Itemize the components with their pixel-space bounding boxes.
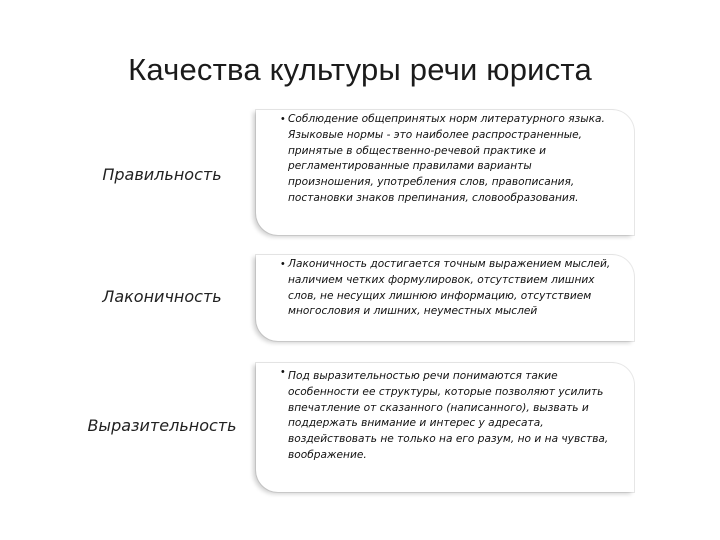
bullet-icon: • [281,258,285,270]
quality-card-conciseness [256,255,634,341]
quality-card-expressiveness [256,363,634,492]
quality-label-expressiveness: Выразительность [87,416,237,435]
bullet-icon: • [281,366,285,378]
quality-card-correctness [256,110,634,235]
quality-label-conciseness: Лаконичность [102,287,222,306]
quality-label-correctness: Правильность [102,165,222,184]
quality-description-correctness: Соблюдение общепринятых норм литературного языка. Языковые нормы - это наиболее распространенные, принятые в общественно-речевой практике и регламентированные правилами варианты произношения, употребления слов, правописания, постановки знаков препинания, словообразования. [288,113,605,204]
quality-description-expressiveness: Под выразительностью речи понимаются такие особенности ее структуры, которые позволяют усилить впечатление от сказанного (написанного), вызвать и поддержать внимание и интерес у адресата, воздействовать не только на его разум, но и на чувства, воображение. [288,370,609,461]
bullet-icon: • [281,113,285,125]
page-title: Качества культуры речи юриста [128,52,592,87]
quality-description-conciseness: Лаконичность достигается точным выражением мыслей, наличием четких формулировок, отсутствием лишних слов, не несущих лишнюю информацию, отсутствием многословия и лишних, неуместных мыслей [288,258,611,318]
